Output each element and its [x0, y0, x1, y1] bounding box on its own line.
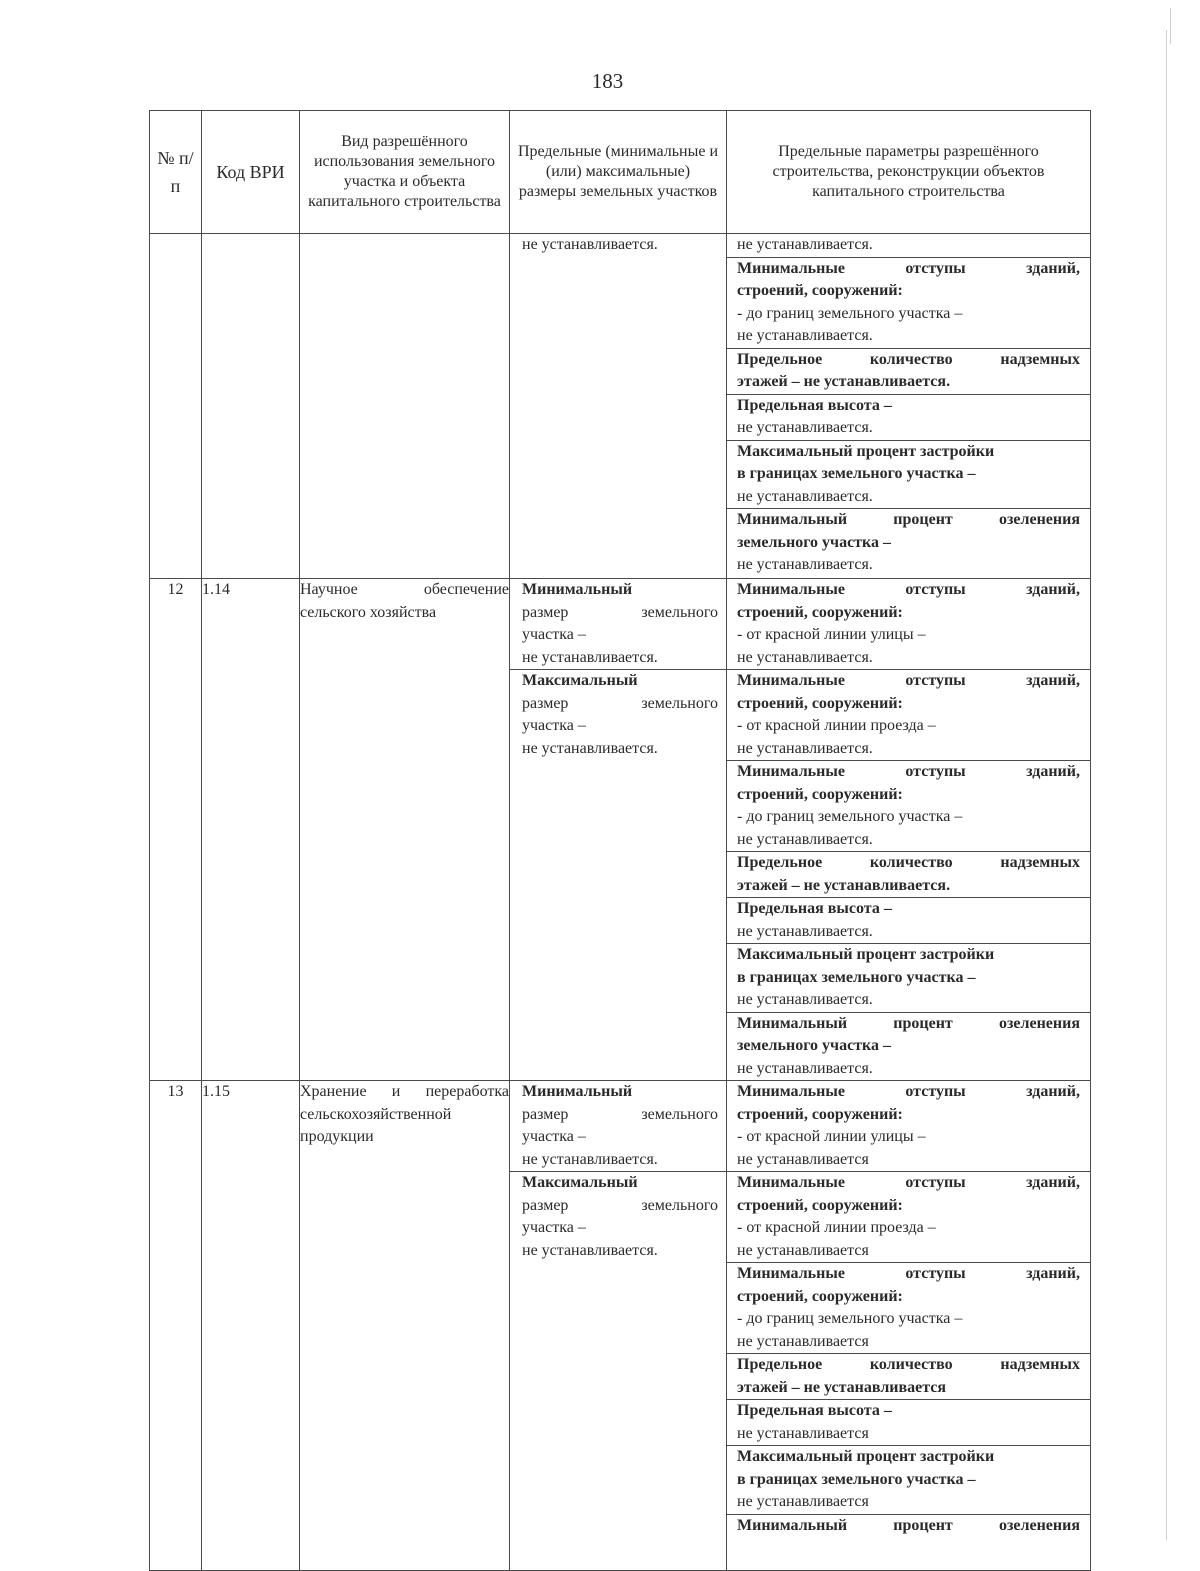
text-line: Минимальные отступы зданий,: [737, 763, 1080, 780]
row-code: 1.14: [202, 579, 300, 1081]
row-plot-sizes: [510, 579, 727, 1081]
row-number: 13: [150, 1081, 202, 1571]
param-block: [727, 234, 1090, 257]
table-row: [150, 1081, 1091, 1571]
text-line: Минимальные отступы зданий,: [737, 1174, 1080, 1191]
param-block: [727, 257, 1090, 348]
row-build-params: [727, 579, 1091, 1081]
text-line: Максимальный процент застройки: [737, 946, 995, 963]
header-use-type: Вид разрешённого использования земельного участка и объекта капитального строительства: [300, 111, 510, 234]
table-body: [150, 234, 1091, 1571]
row-number: 12: [150, 579, 202, 1081]
param-block: [727, 851, 1090, 897]
text-line: строений, сооружений:: [737, 694, 903, 712]
table-row: [150, 579, 1091, 1081]
scan-edge-line: [1166, 30, 1167, 1540]
row-build-params: [727, 234, 1091, 579]
param-block: [727, 1262, 1090, 1353]
header-plot-sizes: Предельные (минимальные и (или) максимальные) размеры земельных участков: [510, 111, 727, 234]
text-line: Минимальные отступы зданий,: [737, 672, 1080, 689]
param-block: [727, 897, 1090, 943]
text-line: Максимальный: [522, 1174, 638, 1191]
text-line: строений, сооружений:: [737, 603, 903, 621]
text-line: не устанавливается.: [737, 327, 873, 344]
row-use-type: Научное обеспечение сельского хозяйства: [300, 579, 510, 1081]
row-plot-sizes: [510, 234, 727, 579]
text-line: участка –: [522, 1128, 586, 1145]
text-line: участка –: [522, 1219, 586, 1236]
param-block: [727, 1081, 1090, 1171]
row-plot-sizes: [510, 1081, 727, 1571]
text-line: - от красной линии проезда –: [737, 1219, 936, 1236]
text-line: Максимальный: [522, 672, 638, 689]
text-line: - от красной линии улицы –: [737, 1128, 926, 1145]
row-use-type: Хранение и переработка сельскохозяйственной продукции: [300, 1081, 510, 1571]
text-line: этажей – не устанавливается: [737, 1378, 947, 1396]
text-line: строений, сооружений:: [737, 282, 903, 299]
text-line: Предельная высота –: [737, 900, 892, 917]
text-line: не устанавливается.: [522, 1241, 658, 1259]
text-line: Минимальные отступы зданий,: [737, 259, 1080, 277]
param-block: [727, 579, 1090, 669]
param-block: [727, 943, 1090, 1012]
text-line: размер земельного: [522, 1105, 718, 1123]
text-line: Минимальные отступы зданий,: [737, 581, 1080, 598]
text-line: этажей – не устанавливается.: [737, 876, 951, 894]
scan-edge-line-top: [1170, 8, 1171, 44]
text-line: - до границ земельного участка –: [737, 1310, 963, 1327]
text-line: не устанавливается.: [737, 991, 873, 1008]
text-line: Минимальные отступы зданий,: [737, 1265, 1080, 1282]
text-line: не устанавливается.: [737, 419, 873, 436]
text-line: Минимальные отступы зданий,: [737, 1083, 1080, 1100]
page-number: 183: [591, 69, 624, 93]
text-line: строений, сооружений:: [737, 1287, 903, 1305]
param-block: [727, 1399, 1090, 1445]
row-use-type: [300, 234, 510, 579]
text-line: - до границ земельного участка –: [737, 304, 963, 322]
table-header-row: [150, 111, 1091, 234]
text-line: не устанавливается.: [737, 487, 873, 505]
plot-size-block: [510, 669, 726, 760]
text-line: не устанавливается: [737, 1241, 869, 1259]
param-block: [727, 508, 1090, 577]
text-line: Предельное количество надземных: [737, 854, 1080, 871]
row-code: [202, 234, 300, 579]
param-block: [727, 1353, 1090, 1399]
text-line: участка –: [522, 626, 586, 643]
text-line: не устанавливается.: [737, 922, 873, 940]
text-line: не устанавливается.: [737, 830, 873, 848]
param-block: [727, 760, 1090, 851]
text-line: размер земельного: [522, 694, 718, 712]
text-line: не устанавливается.: [737, 236, 873, 253]
text-line: Предельное количество надземных: [737, 1356, 1080, 1373]
param-block: [727, 669, 1090, 760]
param-block: [727, 348, 1090, 394]
row-number: [150, 234, 202, 579]
text-line: не устанавливается.: [522, 236, 658, 253]
text-line: размер земельного: [522, 1196, 718, 1214]
text-line: не устанавливается: [737, 1424, 869, 1442]
plot-size-block: [510, 579, 726, 669]
param-block: [727, 1514, 1090, 1538]
header-code: Код ВРИ: [202, 111, 300, 234]
text-line: не устанавливается.: [522, 739, 658, 757]
text-line: Максимальный процент застройки: [737, 442, 995, 460]
plot-size-block: [510, 234, 726, 257]
text-line: не устанавливается.: [737, 648, 873, 666]
text-line: в границах земельного участка –: [737, 1470, 976, 1488]
text-line: Минимальный процент озеленения: [737, 1516, 1080, 1534]
text-line: строений, сооружений:: [737, 1105, 903, 1123]
text-line: размер земельного: [522, 603, 718, 621]
text-line: не устанавливается: [737, 1332, 869, 1350]
text-line: земельного участка –: [737, 1037, 892, 1054]
text-line: Минимальный процент озеленения: [737, 1014, 1080, 1032]
text-line: в границах земельного участка –: [737, 465, 976, 482]
table-row: [150, 234, 1091, 579]
text-line: Минимальный процент озеленения: [737, 511, 1080, 528]
param-block: [727, 1012, 1090, 1081]
text-line: Максимальный процент застройки: [737, 1448, 995, 1465]
text-line: не устанавливается: [737, 1150, 869, 1168]
text-line: Предельная высота –: [737, 1402, 892, 1419]
text-line: Предельная высота –: [737, 396, 892, 414]
param-block: [727, 1171, 1090, 1262]
header-build-params: Предельные параметры разрешённого строительства, реконструкции объектов капитального строительства: [727, 111, 1091, 234]
text-line: не устанавливается.: [522, 648, 658, 666]
param-block: [727, 394, 1090, 440]
text-line: не устанавливается.: [737, 556, 873, 573]
row-code: 1.15: [202, 1081, 300, 1571]
text-line: не устанавливается.: [522, 1150, 658, 1168]
row-build-params: [727, 1081, 1091, 1571]
text-line: строений, сооружений:: [737, 1196, 903, 1214]
text-line: не устанавливается: [737, 1493, 869, 1510]
header-num: № п/п: [150, 111, 202, 234]
text-line: земельного участка –: [737, 533, 892, 551]
text-line: в границах земельного участка –: [737, 968, 976, 986]
text-line: Минимальный: [522, 1083, 633, 1100]
text-line: - до границ земельного участка –: [737, 808, 963, 825]
text-line: участка –: [522, 717, 586, 734]
text-line: не устанавливается.: [737, 1059, 873, 1077]
text-line: Предельное количество надземных: [737, 350, 1080, 368]
plot-size-block: [510, 1171, 726, 1262]
regulation-table: [149, 110, 1091, 1571]
text-line: этажей – не устанавливается.: [737, 373, 951, 390]
text-line: не устанавливается.: [737, 739, 873, 757]
text-line: - от красной линии проезда –: [737, 717, 936, 734]
param-block: [727, 440, 1090, 509]
text-line: Минимальный: [522, 581, 633, 598]
text-line: строений, сооружений:: [737, 785, 903, 803]
plot-size-block: [510, 1081, 726, 1171]
param-block: [727, 1445, 1090, 1514]
text-line: - от красной линии улицы –: [737, 626, 926, 643]
